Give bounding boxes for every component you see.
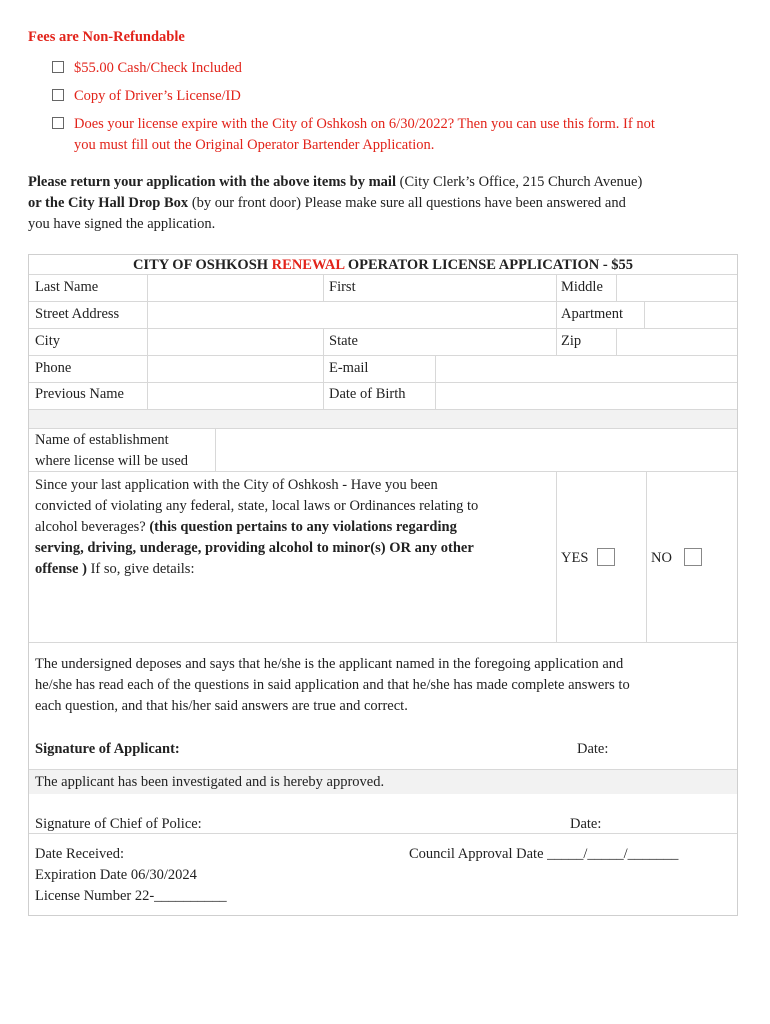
label-dob: Date of Birth <box>329 386 406 402</box>
return-instructions <box>28 172 728 235</box>
checklist-item-cash[interactable] <box>52 58 242 79</box>
form-title <box>29 257 737 274</box>
checkbox-expire[interactable] <box>52 117 64 129</box>
label-date-police: Date: <box>570 816 602 832</box>
first-name-field[interactable] <box>369 275 556 301</box>
checklist-item-license[interactable] <box>52 86 241 107</box>
last-name-field[interactable] <box>148 275 323 301</box>
zip-field[interactable] <box>617 329 737 355</box>
label-establishment-2: where license will be used <box>35 453 189 469</box>
deposition-line-3: each question, and that his/her said answers are true and correct. <box>35 698 408 714</box>
instructions-bold-2: or the City Hall Drop Box <box>28 195 189 211</box>
checklist-item-expire[interactable] <box>52 114 655 156</box>
deposition-line-2: he/she has read each of the questions in said application and that he/she has made complete answers to <box>35 677 630 693</box>
form-title-post: OPERATOR LICENSE APPLICATION - $55 <box>344 257 634 273</box>
instructions-bold-1: Please return your application with the above items by mail <box>28 174 396 190</box>
signature-applicant-field[interactable] <box>204 737 564 761</box>
label-establishment <box>35 430 188 472</box>
apartment-field[interactable] <box>645 302 737 328</box>
question-line-1: Since your last application with the City of Oshkosh - Have you been <box>35 477 438 493</box>
label-date-received: Date Received: <box>35 846 124 862</box>
signature-police-field[interactable] <box>229 812 559 834</box>
question-line-3-bold: (this question pertains to any violations regarding <box>149 519 457 535</box>
checkbox-cash[interactable] <box>52 61 64 73</box>
spacer-row <box>29 410 737 428</box>
license-number: License Number 22-__________ <box>35 888 227 904</box>
checkbox-license[interactable] <box>52 89 64 101</box>
question-line-3: alcohol beverages? <box>35 519 150 535</box>
label-previous-name: Previous Name <box>35 386 124 402</box>
phone-field[interactable] <box>148 356 323 382</box>
middle-name-field[interactable] <box>617 275 737 301</box>
question-line-2: convicted of violating any federal, state, local laws or Ordinances relating to <box>35 498 479 514</box>
checklist-label-cash: $55.00 Cash/Check Included <box>74 60 242 76</box>
approval-text: The applicant has been investigated and is hereby approved. <box>35 774 385 790</box>
instructions-text-2: (by our front door) Please make sure all questions have been answered and <box>188 195 626 211</box>
label-street: Street Address <box>35 306 120 322</box>
label-no: NO <box>651 550 672 566</box>
dob-field[interactable] <box>436 383 737 409</box>
label-state: State <box>329 333 358 349</box>
label-email: E-mail <box>329 360 369 376</box>
label-last-name: Last Name <box>35 279 99 295</box>
no-checkbox[interactable] <box>684 548 702 566</box>
city-field[interactable] <box>148 329 323 355</box>
label-apartment: Apartment <box>561 306 624 322</box>
question-line-5-bold: offense ) <box>35 561 87 577</box>
checklist-label-license: Copy of Driver’s License/ID <box>74 88 241 104</box>
date-applicant-field[interactable] <box>617 737 733 761</box>
date-police-field[interactable] <box>611 812 733 834</box>
deposition-text <box>35 654 733 717</box>
label-middle: Middle <box>561 279 603 295</box>
label-phone: Phone <box>35 360 72 376</box>
label-signature-police: Signature of Chief of Police: <box>35 816 202 832</box>
form-title-renewal: RENEWAL <box>271 257 345 273</box>
state-field[interactable] <box>369 329 556 355</box>
label-establishment-1: Name of establishment <box>35 432 169 448</box>
label-date-applicant: Date: <box>577 741 609 757</box>
label-signature-applicant: Signature of Applicant: <box>35 741 180 757</box>
checklist-label-expire <box>74 114 655 156</box>
instructions-text-1: (City Clerk’s Office, 215 Church Avenue) <box>396 174 643 190</box>
email-field[interactable] <box>436 356 737 382</box>
label-yes: YES <box>561 550 589 566</box>
question-line-5: If so, give details: <box>86 561 195 577</box>
expiration-date: Expiration Date 06/30/2024 <box>35 867 197 883</box>
label-city: City <box>35 333 60 349</box>
deposition-line-1: The undersigned deposes and says that he/she is the applicant named in the foregoing application and <box>35 656 624 672</box>
label-zip: Zip <box>561 333 582 349</box>
instructions-text-3: you have signed the application. <box>28 216 216 232</box>
application-form <box>28 254 738 916</box>
previous-name-field[interactable] <box>148 383 323 409</box>
question-line-4-bold: serving, driving, underage, providing alcohol to minor(s) OR any other <box>35 540 474 556</box>
violation-details-field[interactable] <box>29 585 556 642</box>
expire-line-1: Does your license expire with the City of Oshkosh on 6/30/2022? Then you can use this form. If not <box>74 116 655 132</box>
expire-line-2: you must fill out the Original Operator Bartender Application. <box>74 137 435 153</box>
fees-title: Fees are Non-Refundable <box>28 29 185 45</box>
form-title-pre: CITY OF OSHKOSH <box>132 257 272 273</box>
council-approval-date: Council Approval Date _____/_____/_______ <box>409 846 679 862</box>
establishment-field[interactable] <box>216 429 737 471</box>
violation-question <box>35 475 550 580</box>
label-first: First <box>329 279 356 295</box>
yes-checkbox[interactable] <box>597 548 615 566</box>
street-address-field[interactable] <box>148 302 556 328</box>
